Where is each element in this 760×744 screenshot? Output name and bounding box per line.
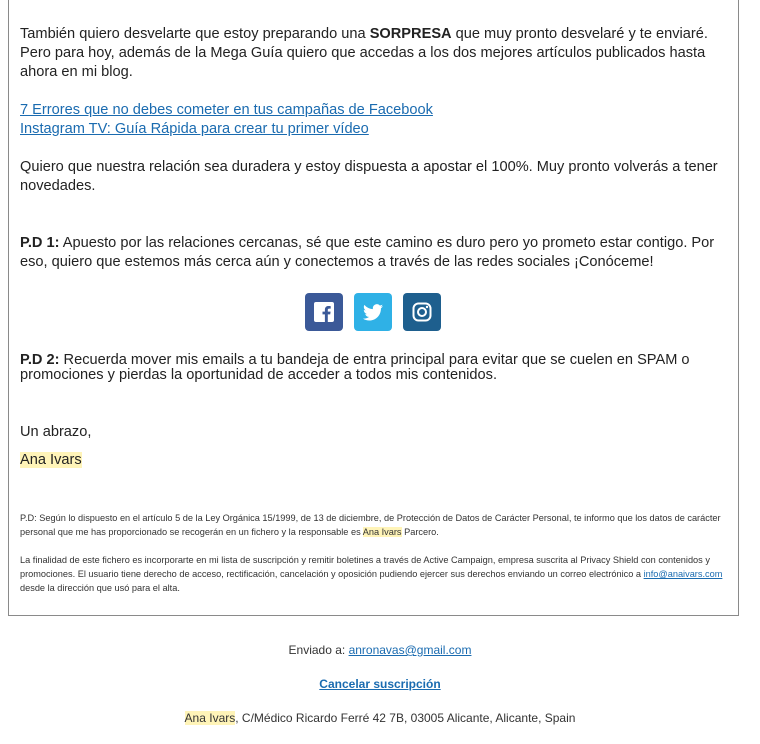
legal-text-2: La finalidad de este fichero es incorporarte en mi lista de suscripción y remitir boletines a través de Active Campaign, empresa suscrita al Privacy Shield con contenidos y promociones. El usuario tiene derecho de acceso, rectificación, cancelación y oposición pudiendo ejercer sus derechos enviando un correo electrónico a	[20, 555, 710, 579]
twitter-button[interactable]	[354, 293, 392, 331]
pd1-label: P.D 1:	[20, 235, 60, 251]
instagram-button[interactable]	[403, 293, 441, 331]
legal-text-1: P.D: Según lo dispuesto en el artículo 5 de la Ley Orgánica 15/1999, de 13 de diciembre, de Protección de Datos de Carácter Personal, te informo que los datos de carácter personal que me has proporcionado se recogerán en un fichero y la responsable es	[20, 513, 721, 537]
signature-name: Ana Ivars	[20, 452, 82, 468]
email-body	[8, 0, 739, 616]
facebook-button[interactable]	[305, 293, 343, 331]
pd1-text: Apuesto por las relaciones cercanas, sé que este camino es duro pero yo prometo estar contigo. Por eso, quiero que estemos más cerca aún y conectemos a través de las redes sociales ¡Conóceme!	[20, 235, 715, 270]
pd1-paragraph	[20, 234, 725, 272]
legal-text-2-end: desde la dirección que usó para el alta.	[20, 583, 180, 593]
pd2-label: P.D 2:	[20, 352, 60, 368]
address-line	[0, 711, 760, 725]
facebook-icon	[314, 302, 334, 322]
surprise-paragraph	[20, 25, 725, 82]
instagram-icon	[412, 302, 432, 322]
closing-text: Un abrazo,	[20, 424, 92, 440]
sent-to-label: Enviado a:	[288, 643, 349, 657]
legal-text-1-end: Parcero.	[401, 527, 439, 537]
sent-to-email-link[interactable]: anronavas@gmail.com	[348, 643, 472, 657]
address-text: , C/Médico Ricardo Ferré 42 7B, 03005 Alicante, Alicante, Spain	[235, 711, 576, 725]
social-links	[305, 293, 441, 331]
article-link-instagram-tv[interactable]: Instagram TV: Guía Rápida para crear tu primer vídeo	[20, 121, 369, 137]
unsubscribe-link[interactable]: Cancelar suscripción	[319, 677, 441, 691]
article-link-2-wrapper	[20, 120, 725, 139]
relationship-paragraph: Quiero que nuestra relación sea duradera y estoy dispuesta a apostar el 100%. Muy pronto volverás a tener novedades.	[20, 159, 718, 194]
legal-notice-2	[20, 553, 725, 595]
surprise-bold: SORPRESA	[369, 26, 452, 42]
surprise-text-start: También quiero desvelarte que estoy preparando una	[20, 26, 370, 42]
address-name: Ana Ivars	[184, 711, 236, 725]
unsubscribe-line	[0, 677, 760, 691]
legal-notice-1	[20, 511, 725, 539]
sent-to-line	[0, 643, 760, 657]
surprise-text-end: que muy pronto desvelaré y te enviaré. Pero para hoy, además de la Mega Guía quiero que accedas a los dos mejores artículos publicados hasta ahora en mi blog.	[20, 26, 708, 80]
signature-wrapper	[20, 451, 725, 470]
legal-email-link[interactable]: info@anaivars.com	[643, 569, 723, 579]
legal-name-highlight: Ana Ivars	[362, 527, 402, 537]
article-link-1-wrapper	[20, 101, 725, 120]
twitter-icon	[363, 304, 383, 321]
pd2-text: Recuerda mover mis emails a tu bandeja de entra principal para evitar que se cuelen en SPAM o promociones y pierdas la oportunidad de acceder a todos mis contenidos.	[20, 352, 690, 383]
article-link-facebook[interactable]: 7 Errores que no debes cometer en tus campañas de Facebook	[20, 102, 433, 118]
pd2-paragraph	[20, 353, 725, 383]
